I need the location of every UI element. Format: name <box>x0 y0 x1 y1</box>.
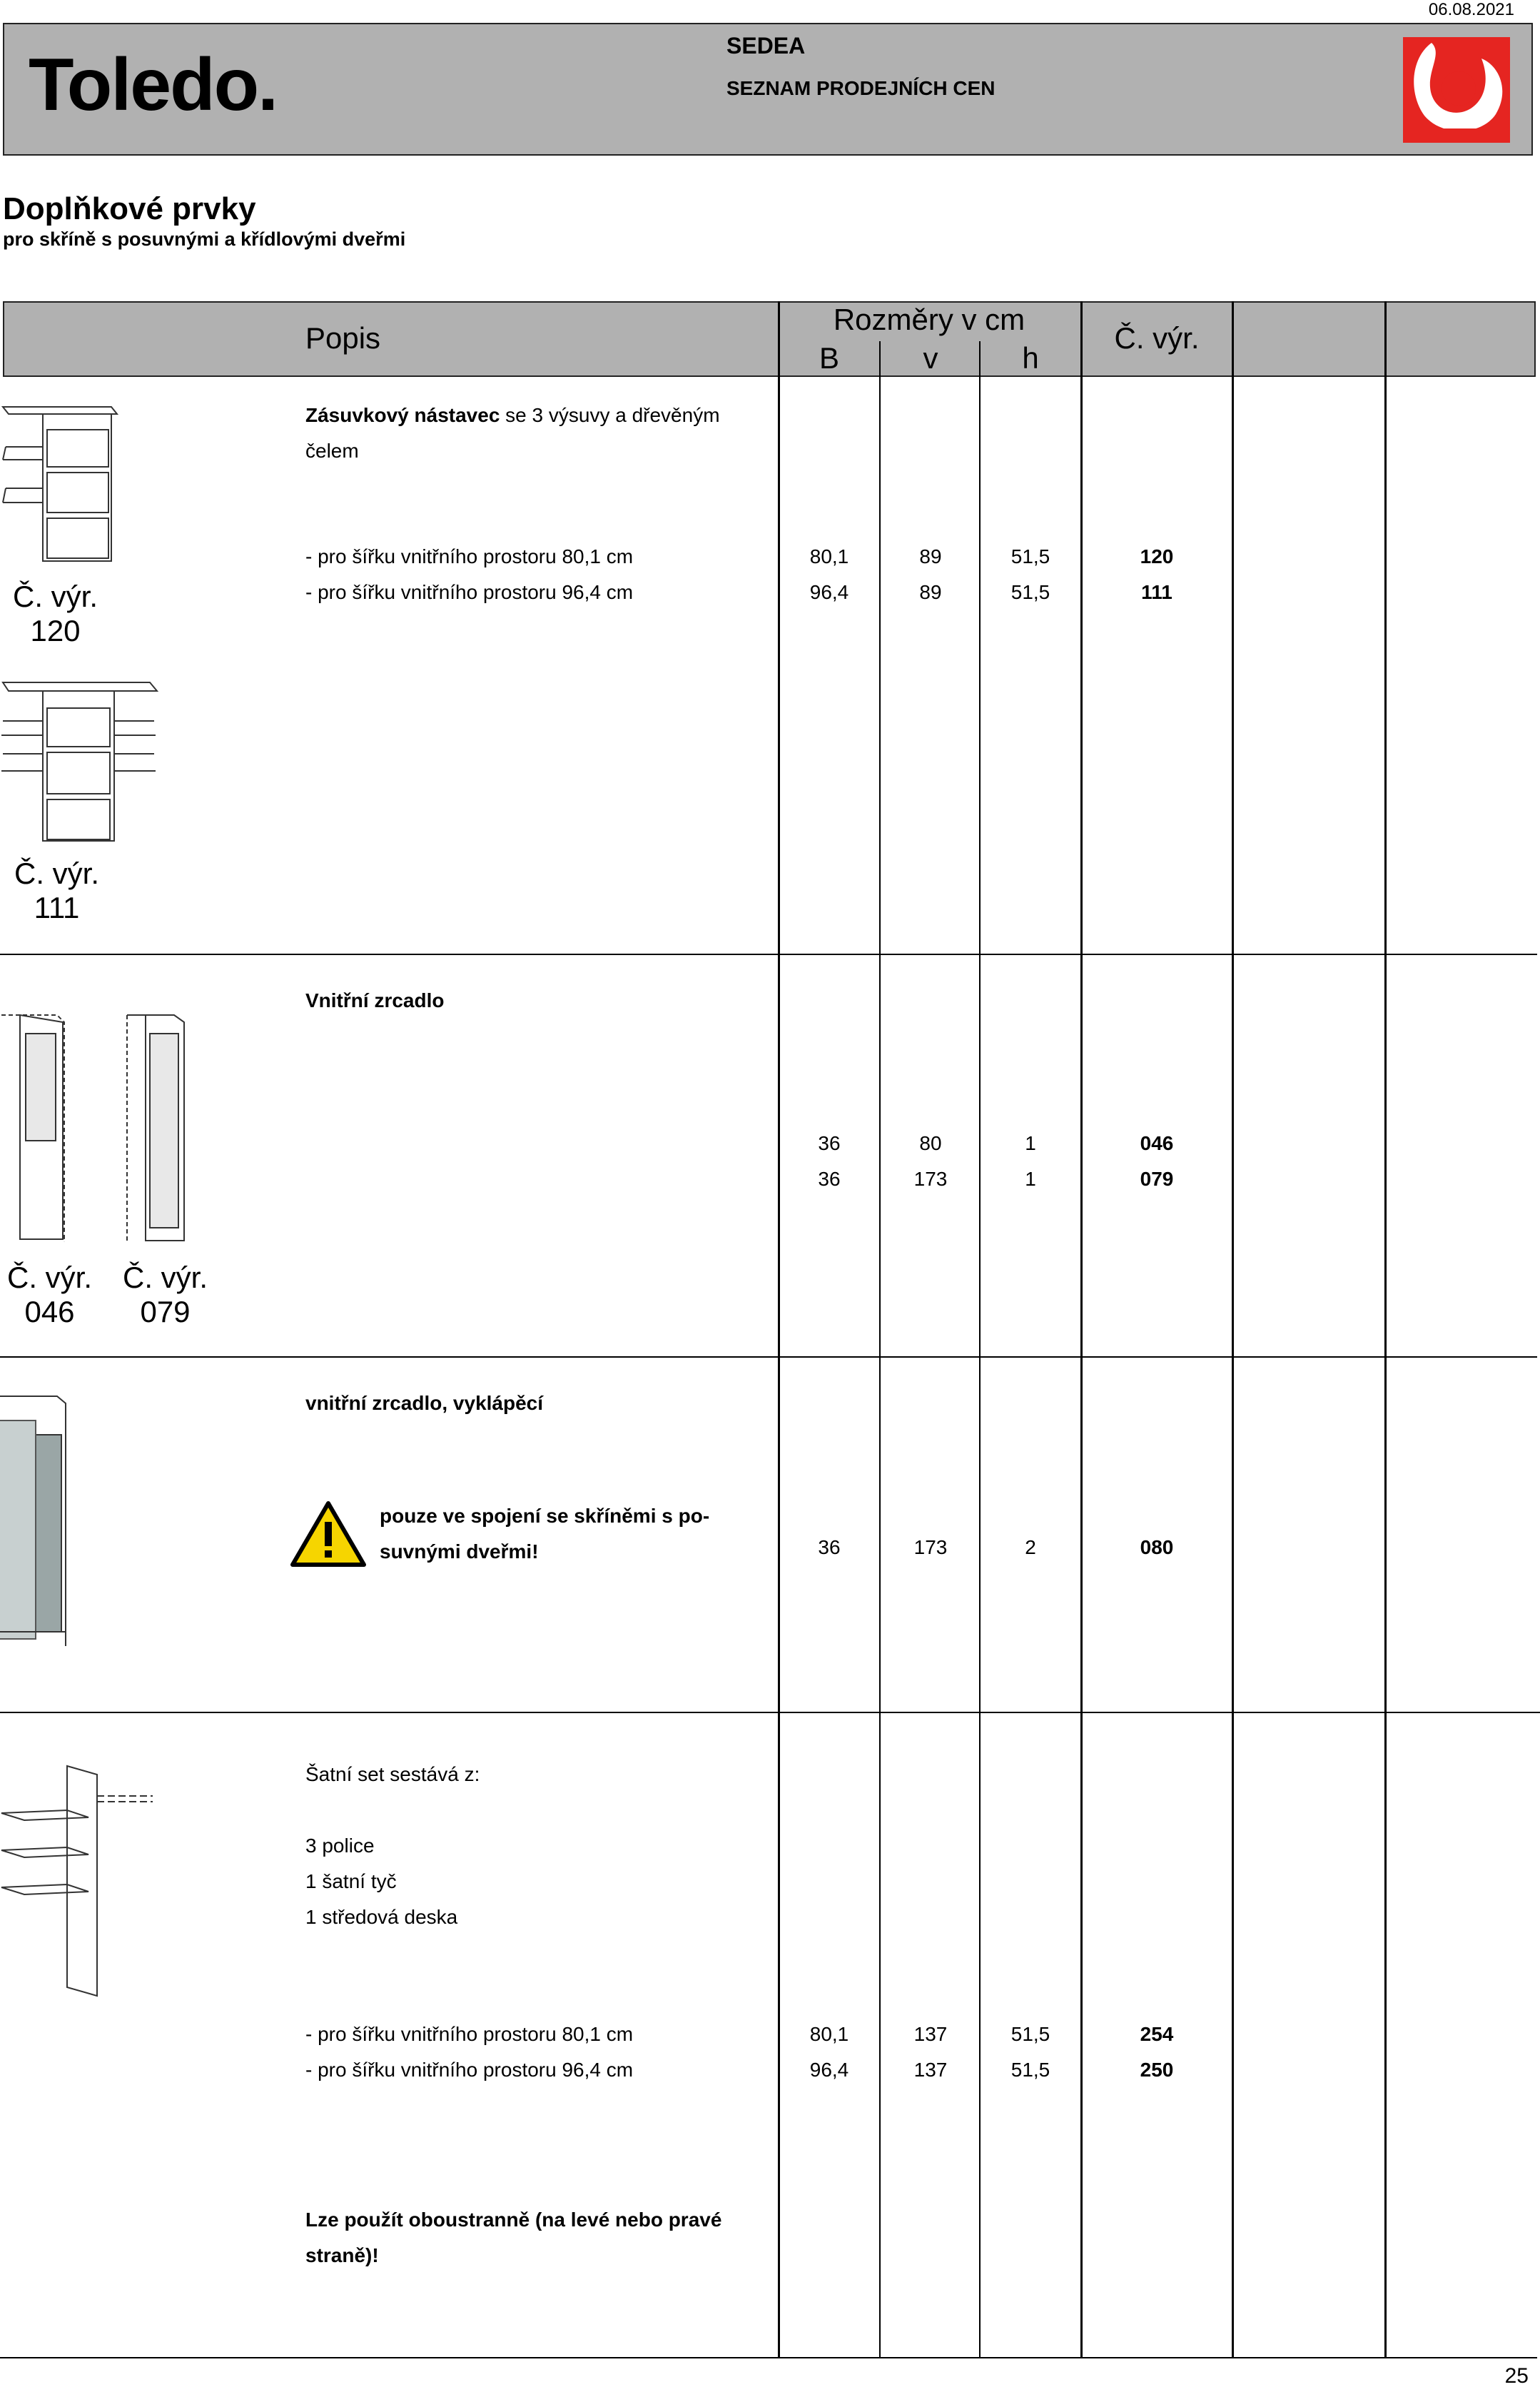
header-subtitle: SEZNAM PRODEJNÍCH CEN <box>726 77 996 99</box>
cell-h: 51,5 <box>1010 2023 1050 2045</box>
caption-code-111: Č. výr. 111 <box>14 857 100 924</box>
caption-code-120: Č. výr. 120 <box>13 580 98 647</box>
cell-code: 111 <box>1141 581 1172 603</box>
cell-h: 1 <box>1025 1132 1036 1154</box>
cell-b: 80,1 <box>809 545 849 567</box>
warning-icon <box>290 1500 367 1569</box>
row-desc: - pro šířku vnitřního prostoru 96,4 cm <box>305 581 634 603</box>
cell-h: 2 <box>1025 1536 1036 1558</box>
cell-b: 96,4 <box>809 581 849 603</box>
table-divider <box>1080 301 1083 2358</box>
page-number: 25 <box>1504 2364 1529 2388</box>
cell-v: 137 <box>913 2023 948 2045</box>
cell-h: 51,5 <box>1010 2059 1050 2081</box>
cell-code: 079 <box>1140 1168 1174 1190</box>
cell-h: 51,5 <box>1010 581 1050 603</box>
section-drawer-title: Zásuvkový nástavec se 3 výsuvy a dřevěným <box>305 404 720 426</box>
page-title: Doplňkové prvky <box>3 191 256 226</box>
table-divider <box>1384 301 1387 2358</box>
table-header <box>3 301 1536 377</box>
drawer-unit-111-drawing <box>0 680 160 842</box>
column-header-b: B <box>819 341 839 375</box>
cell-v: 89 <box>919 545 942 567</box>
usage-note-line1: Lze použít oboustranně (na levé nebo pravé <box>305 2209 722 2231</box>
brand-title: Toledo. <box>29 44 278 126</box>
cell-v: 89 <box>919 581 942 603</box>
list-item: 1 středová deska <box>305 1906 458 1928</box>
table-divider <box>1232 301 1234 2358</box>
drawer-unit-120-drawing <box>0 404 121 562</box>
cell-code: 250 <box>1140 2059 1174 2081</box>
list-item: 1 šatní tyč <box>305 1870 397 1892</box>
section-divider <box>0 2357 1537 2358</box>
section-divider <box>0 954 1537 955</box>
section-tilting-mirror-title: vnitřní zrcadlo, vyklápěcí <box>305 1392 544 1414</box>
cell-v: 80 <box>919 1132 942 1154</box>
cell-v: 173 <box>913 1536 948 1558</box>
column-header-h: h <box>1022 341 1039 375</box>
company-logo <box>1403 37 1510 143</box>
column-header-v: v <box>923 341 938 375</box>
cell-code: 080 <box>1140 1536 1174 1558</box>
warning-text-line2: suvnými dveřmi! <box>380 1540 539 1563</box>
wardrobe-set-drawing <box>0 1763 157 1999</box>
cell-b: 36 <box>818 1168 841 1190</box>
cell-b: 36 <box>818 1132 841 1154</box>
page-subtitle: pro skříně s posuvnými a křídlovými dveřmi <box>3 228 406 250</box>
caption-code-079: Č. výr. 079 <box>123 1261 208 1328</box>
section-divider <box>0 1356 1537 1358</box>
mirror-046-drawing <box>0 1012 71 1242</box>
row-desc: - pro šířku vnitřního prostoru 80,1 cm <box>305 545 634 567</box>
column-header-popis: Popis <box>305 321 381 355</box>
cell-v: 137 <box>913 2059 948 2081</box>
list-item: 3 police <box>305 1835 375 1857</box>
cell-code: 046 <box>1140 1132 1174 1154</box>
cell-h: 51,5 <box>1010 545 1050 567</box>
section-divider <box>0 1712 1540 1713</box>
table-divider <box>778 301 780 2358</box>
mirror-079-drawing <box>124 1012 196 1242</box>
row-desc: - pro šířku vnitřního prostoru 96,4 cm <box>305 2059 634 2081</box>
caption-code-046: Č. výr. 046 <box>7 1261 93 1328</box>
row-desc: - pro šířku vnitřního prostoru 80,1 cm <box>305 2023 634 2045</box>
section-mirror-title: Vnitřní zrcadlo <box>305 989 445 1011</box>
table-divider <box>879 341 881 2358</box>
section-drawer-title-line2: čelem <box>305 440 359 462</box>
column-header-rozmery: Rozměry v cm <box>833 303 1025 336</box>
cell-h: 1 <box>1025 1168 1036 1190</box>
cell-code: 254 <box>1140 2023 1174 2045</box>
tilting-mirror-drawing <box>0 1392 71 1646</box>
cell-b: 36 <box>818 1536 841 1558</box>
print-date: 06.08.2021 <box>1428 0 1514 19</box>
column-header-cislo: Č. výr. <box>1114 321 1200 355</box>
cell-b: 80,1 <box>809 2023 849 2045</box>
cell-v: 173 <box>913 1168 948 1190</box>
company-name: SEDEA <box>726 33 806 59</box>
warning-text-line1: pouze ve spojení se skříněmi s po- <box>380 1505 710 1527</box>
table-divider <box>979 341 981 2358</box>
cell-b: 96,4 <box>809 2059 849 2081</box>
section-wardrobe-title: Šatní set sestává z: <box>305 1763 480 1785</box>
usage-note-line2: straně)! <box>305 2244 379 2266</box>
cell-code: 120 <box>1140 545 1174 567</box>
